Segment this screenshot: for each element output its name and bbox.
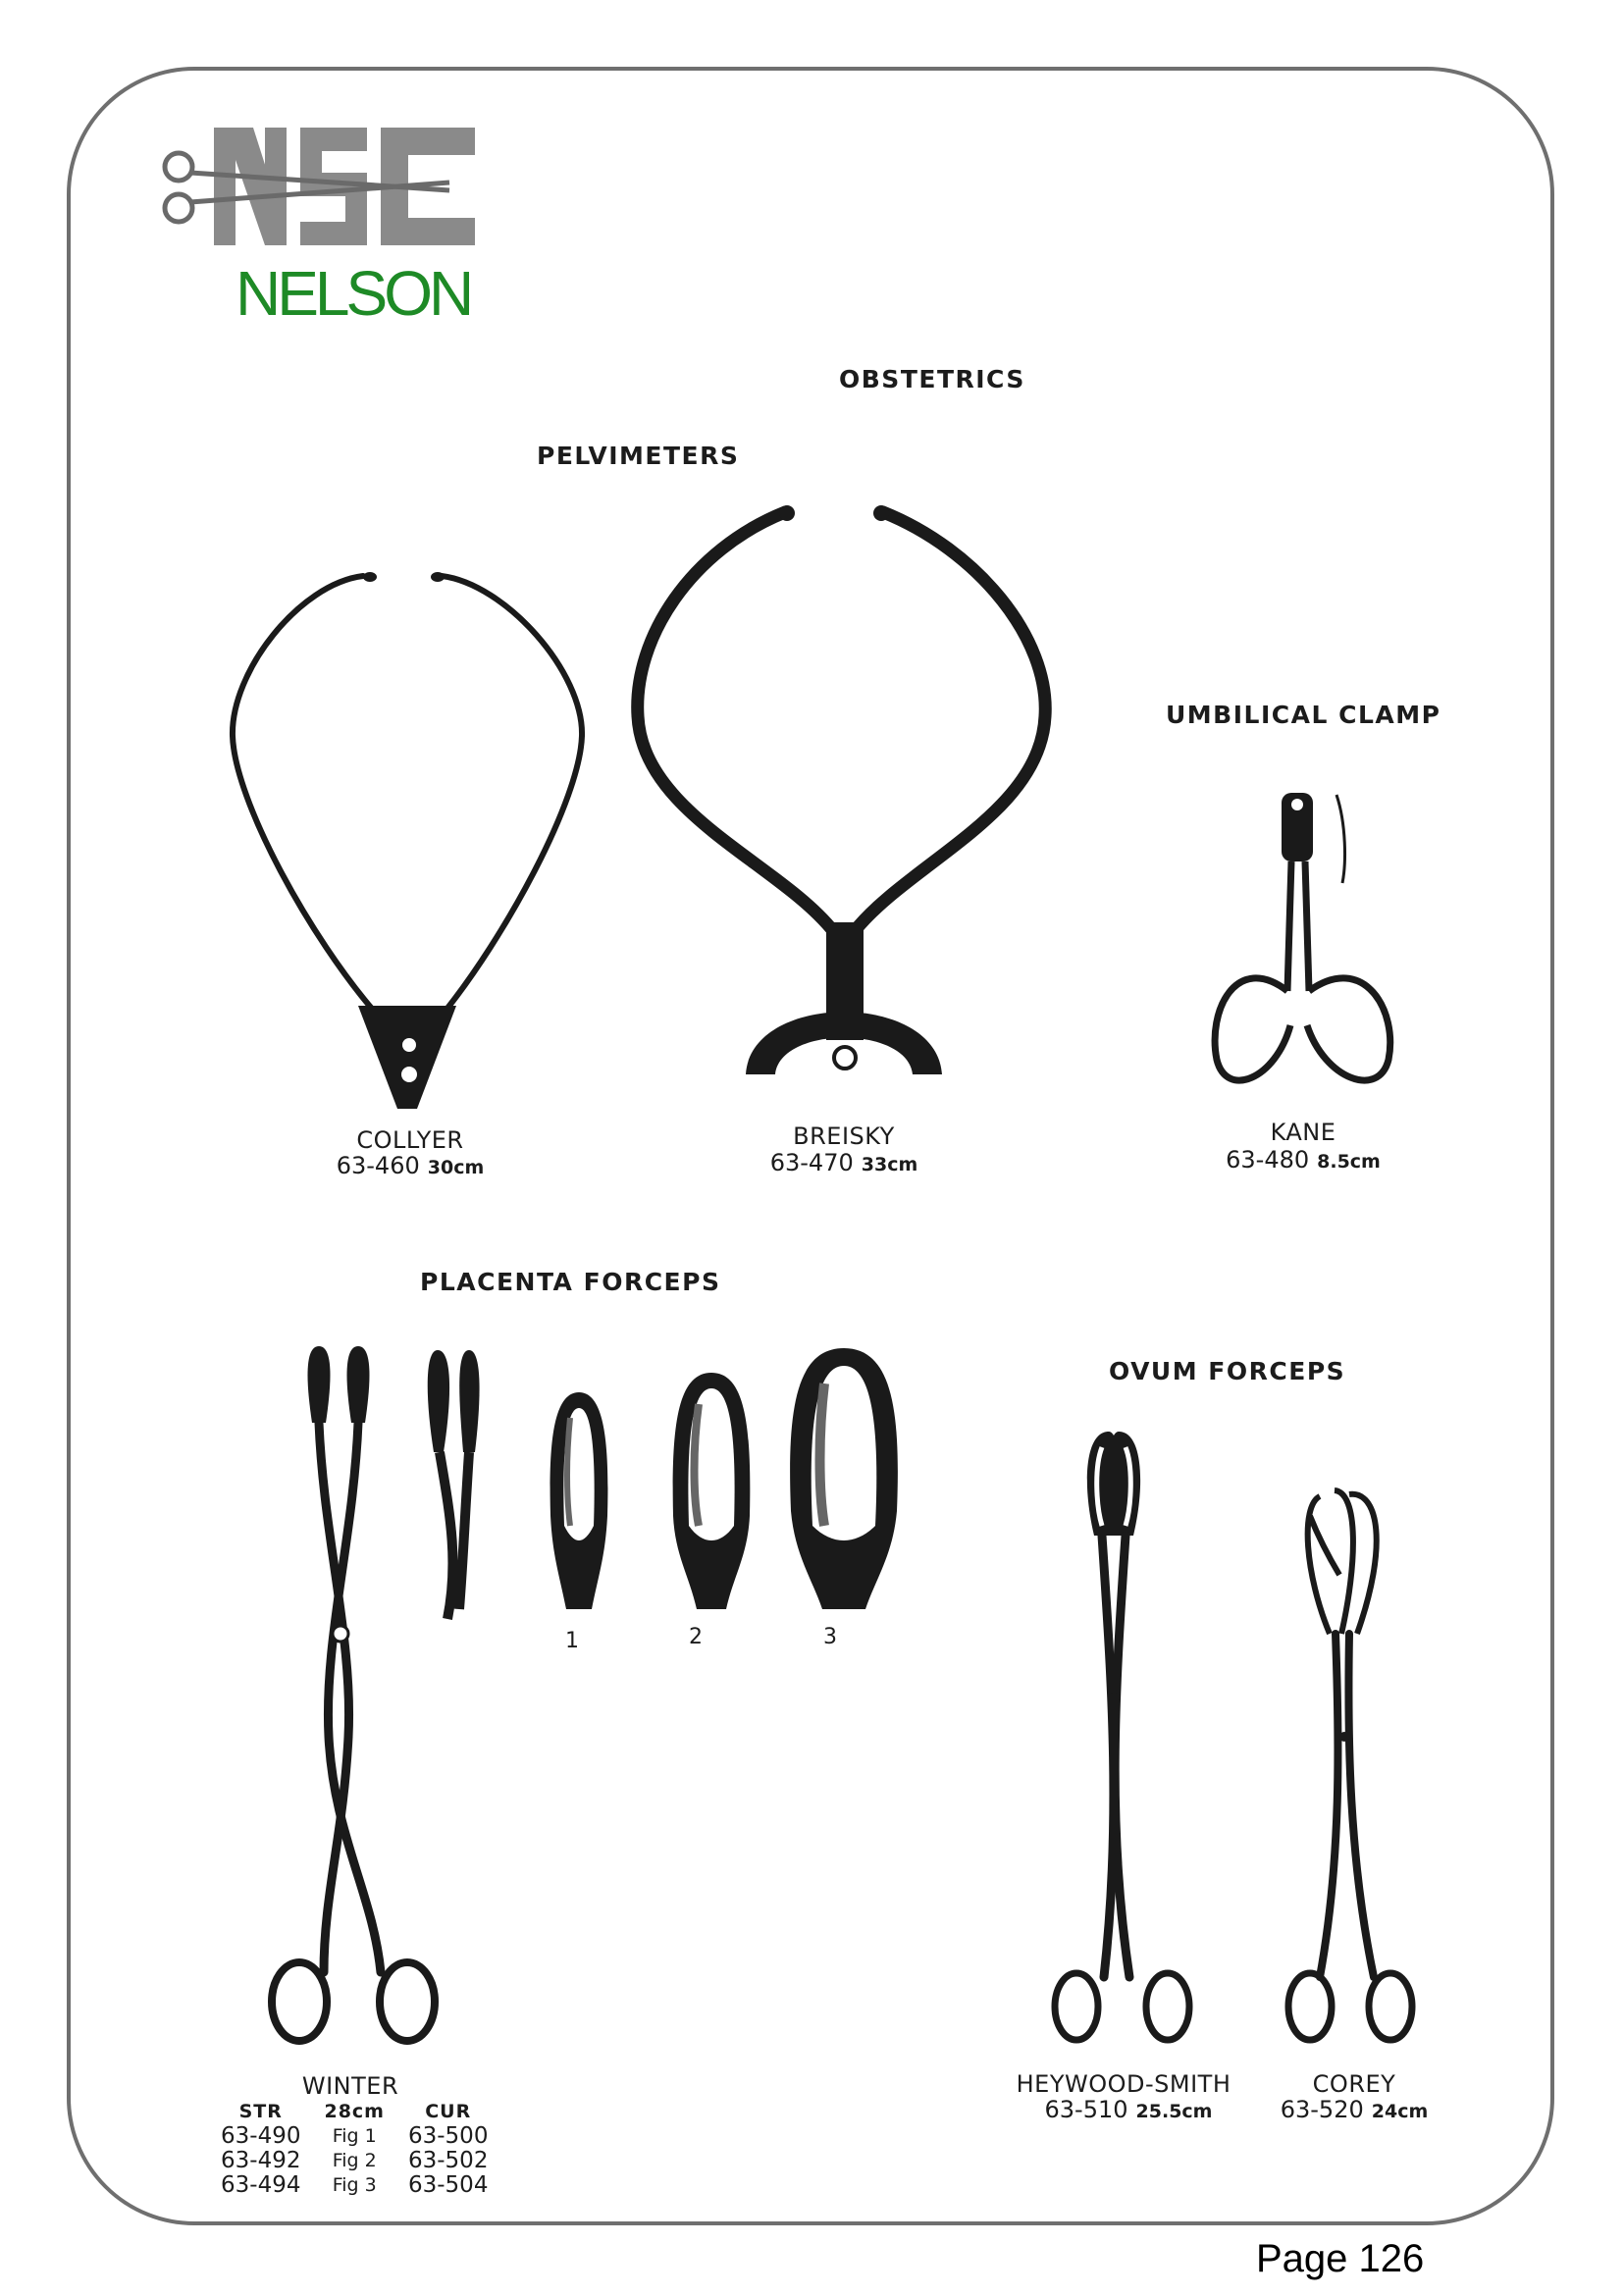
placenta-jaw-fig-1	[545, 1388, 613, 1624]
winter-header-cur: CUR	[425, 2101, 472, 2122]
kane-code-number: 63-480	[1226, 1146, 1310, 1174]
winter-curved-jaw-illustration	[420, 1344, 498, 1624]
corey-code	[1236, 2096, 1472, 2123]
heywood-smith-code-number: 63-510	[1044, 2096, 1128, 2123]
heywood-smith-size: 25.5cm	[1135, 2101, 1213, 2122]
collyer-code	[288, 1152, 533, 1179]
nsc-logo	[155, 126, 479, 253]
placenta-fig-label-1: 1	[565, 1629, 579, 1653]
winter-header-size: 28cm	[324, 2101, 385, 2122]
breisky-code-number: 63-470	[769, 1149, 854, 1176]
breisky-pelvimeter-illustration	[633, 500, 1055, 1109]
placenta-jaw-fig-2	[667, 1369, 756, 1624]
winter-str-code: 63-494	[221, 2172, 301, 2198]
breisky-size: 33cm	[861, 1154, 918, 1175]
winter-fig: Fig 3	[332, 2174, 377, 2196]
heywood-smith-name: HEYWOOD-SMITH	[1016, 2070, 1231, 2098]
section-umbilical-clamp: UMBILICAL CLAMP	[1166, 701, 1441, 729]
kane-name: KANE	[1270, 1119, 1336, 1146]
collyer-name: COLLYER	[356, 1126, 464, 1154]
kane-clamp-illustration	[1197, 785, 1423, 1109]
collyer-pelvimeter-illustration	[221, 564, 594, 1114]
winter-str-code: 63-492	[221, 2148, 301, 2173]
kane-code	[1180, 1146, 1426, 1174]
corey-name: COREY	[1312, 2070, 1396, 2098]
winter-table-header	[211, 2100, 501, 2124]
winter-cur-code: 63-504	[407, 2172, 489, 2198]
heywood-smith-forceps-illustration	[1045, 1428, 1212, 2056]
page-number: Page 126	[1256, 2237, 1425, 2280]
section-pelvimeters: PELVIMETERS	[537, 442, 740, 470]
placenta-jaw-fig-3	[785, 1344, 903, 1624]
winter-fig: Fig 1	[332, 2125, 377, 2147]
corey-forceps-illustration	[1281, 1487, 1428, 2056]
table-row	[211, 2124, 501, 2149]
winter-cur-code: 63-500	[407, 2123, 489, 2149]
winter-table	[211, 2100, 501, 2198]
section-placenta-forceps: PLACENTA FORCEPS	[420, 1268, 721, 1296]
nelson-brand: NELSON	[236, 258, 471, 329]
heywood-smith-code	[1011, 2096, 1246, 2123]
breisky-code	[721, 1149, 967, 1176]
table-row	[211, 2149, 501, 2173]
winter-str-code: 63-490	[221, 2123, 301, 2149]
kane-size: 8.5cm	[1317, 1151, 1381, 1173]
collyer-size: 30cm	[427, 1157, 485, 1178]
placenta-fig-label-3: 3	[823, 1625, 837, 1649]
winter-fig: Fig 2	[332, 2150, 377, 2171]
corey-size: 24cm	[1371, 2101, 1429, 2122]
winter-name: WINTER	[301, 2072, 399, 2100]
breisky-name: BREISKY	[793, 1122, 895, 1150]
winter-header-str: STR	[238, 2101, 283, 2122]
section-ovum-forceps: OVUM FORCEPS	[1109, 1357, 1346, 1385]
corey-code-number: 63-520	[1280, 2096, 1364, 2123]
collyer-code-number: 63-460	[336, 1152, 420, 1179]
placenta-fig-label-2: 2	[689, 1625, 703, 1649]
winter-cur-code: 63-502	[407, 2148, 489, 2173]
section-obstetrics: OBSTETRICS	[839, 365, 1025, 393]
table-row	[211, 2173, 501, 2198]
